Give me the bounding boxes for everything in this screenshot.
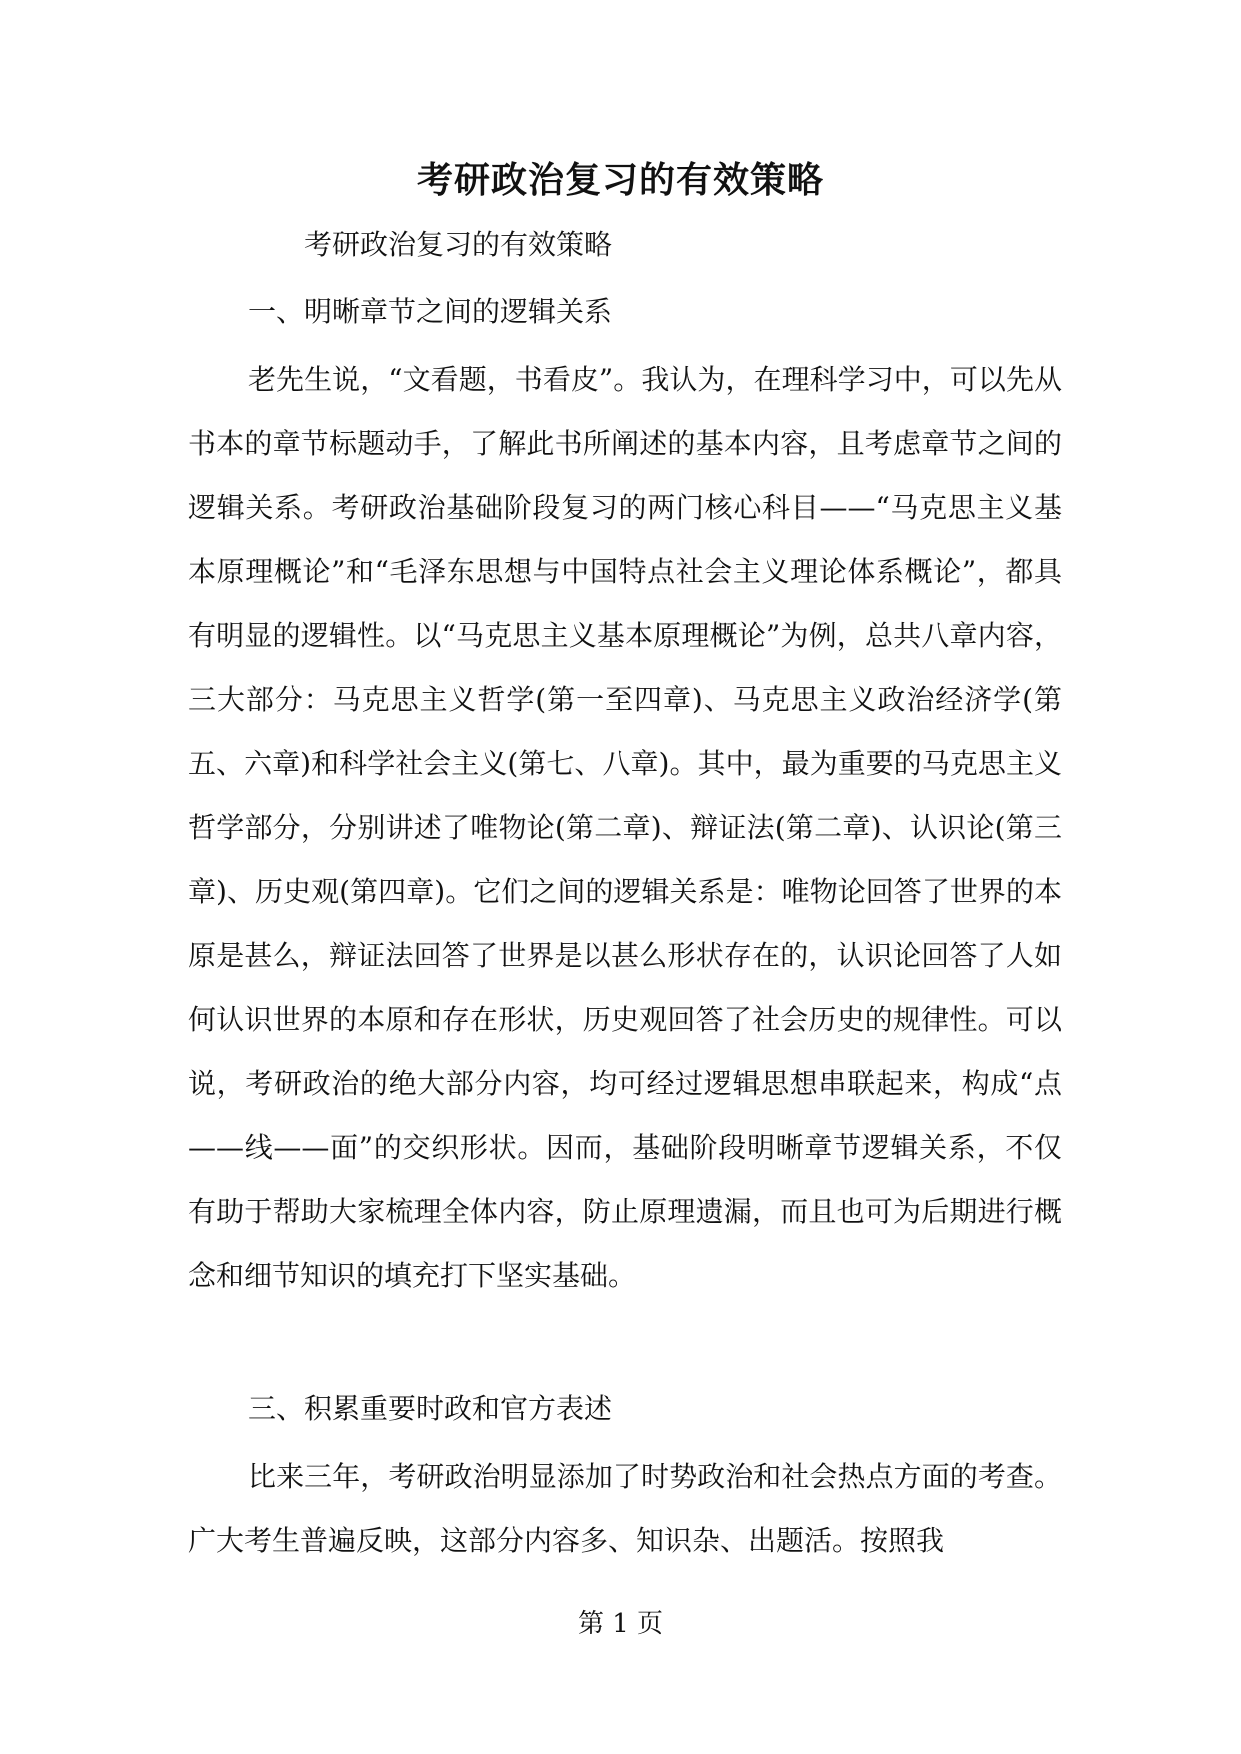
page-number: 第 1 页 [577, 1609, 664, 1639]
body-paragraph-1: 老先生说，“文看题，书看皮”。我认为，在理科学习中，可以先从书本的章节标题动手，了解此书所阐述的基本内容，且考虑章节之间的逻辑关系。考研政治基础阶段复习的两门核心科目——“马克思主义基本原理概论”和“毛泽东思想与中国特点社会主义理论体系概论”，都具有明显的逻辑性。以“马克思主义基本原理概论”为例，总共八章内容，三大部分：马克思主义哲学(第一至四章)、马克思主义政治经济学(第五、六章)和科学社会主义(第七、八章)。其中，最为重要的马克思主义哲学部分，分别讲述了唯物论(第二章)、辩证法(第二章)、认识论(第三章)、历史观(第四章)。它们之间的逻辑关系是：唯物论回答了世界的本原是甚么，辩证法回答了世界是以甚么形状存在的，认识论回答了人如何认识世界的本原和存在形状，历史观回答了社会历史的规律性。可以说，考研政治的绝大部分内容，均可经过逻辑思想串联起来，构成“点——线——面”的交织形状。因而，基础阶段明晰章节逻辑关系，不仅有助于帮助大家梳理全体内容，防止原理遗漏，而且也可为后期进行概念和细节知识的填充打下坚实基础。 [188, 363, 1062, 1292]
document-title: 考研政治复习的有效策略 [416, 159, 824, 201]
section-heading-1: 一、明晰章节之间的逻辑关系 [248, 295, 613, 328]
section-heading-3: 三、积累重要时政和官方表述 [248, 1392, 613, 1425]
body-paragraph-2: 比来三年，考研政治明显添加了时势政治和社会热点方面的考查。广大考生普遍反映，这部分内容多、知识杂、出题活。按照我 [188, 1460, 1062, 1557]
document-subtitle: 考研政治复习的有效策略 [304, 228, 613, 261]
